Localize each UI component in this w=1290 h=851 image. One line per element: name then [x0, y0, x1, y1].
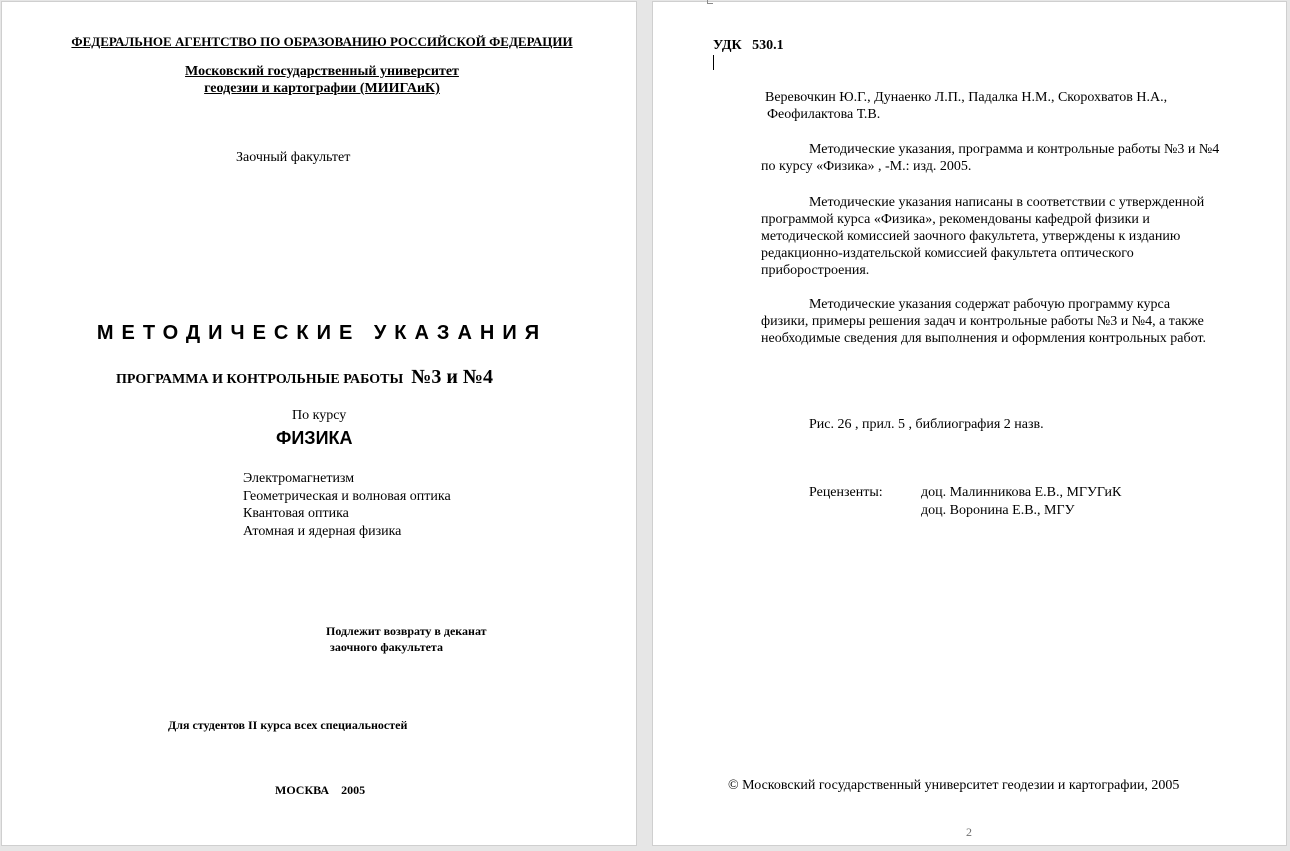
return-notice-line2: заочного факультета: [330, 640, 443, 654]
agency-heading: ФЕДЕРАЛЬНОЕ АГЕНТСТВО ПО ОБРАЗОВАНИЮ РОССИЙСКОЙ ФЕДЕРАЦИИ: [71, 34, 573, 49]
text-cursor[interactable]: [713, 55, 714, 70]
page-number: 2: [966, 825, 972, 839]
document-title: МЕТОДИЧЕСКИЕ УКАЗАНИЯ: [96, 322, 548, 344]
university-name-line2: геодезии и картографии (МИИГАиК): [204, 81, 440, 96]
udk-code: УДК 530.1: [713, 38, 784, 53]
page-1: [2, 2, 636, 845]
figures-info: Рис. 26 , прил. 5 , библиография 2 назв.: [809, 417, 1044, 432]
reviewer-2: доц. Воронина Е.В., МГУ: [921, 503, 1075, 518]
university-name-line1: Московский государственный университет: [185, 64, 459, 79]
topic-item: Геометрическая и волновая оптика: [243, 488, 451, 504]
students-note: Для студентов II курса всех специальностей: [168, 718, 408, 732]
return-notice-line1: Подлежит возврату в деканат: [326, 624, 487, 638]
copyright-notice: © Московский государственный университет геодезии и картографии, 2005: [728, 778, 1180, 793]
approval-paragraph: Методические указания написаны в соответствии с утвержденной программой курса «Физика», рекомендованы кафедрой физики и методической комиссией заочного факультета, утверждены к изданию редакционно-издательской комиссией факультета оптического приборостроения.: [761, 195, 1205, 278]
subtitle-text: ПРОГРАММА И КОНТРОЛЬНЫЕ РАБОТЫ: [116, 372, 404, 387]
subtitle-numbers: №3 и №4: [411, 366, 493, 388]
faculty-label: Заочный факультет: [236, 150, 351, 165]
topic-item: Квантовая оптика: [243, 506, 349, 521]
topic-item: Атомная и ядерная физика: [243, 523, 402, 539]
contents-paragraph: Методические указания содержат рабочую программу курса физики, примеры решения задач и контрольные работы №3 и №4, а также необходимые сведения для выполнения и оформления контрольных работ.: [761, 297, 1206, 346]
reviewer-1: доц. Малинникова Е.В., МГУГиК: [921, 485, 1122, 500]
authors-line2: Феофилактова Т.В.: [767, 107, 881, 122]
authors-line1: Веревочкин Ю.Г., Дунаенко Л.П., Падалка Н.М., Скорохватов Н.А.,: [765, 90, 1168, 105]
topic-item: Электромагнетизм: [243, 471, 355, 486]
document-subtitle: [116, 366, 493, 389]
text-boundary-mark: [707, 0, 713, 4]
course-label: По курсу: [292, 408, 347, 423]
bibliographic-paragraph: Методические указания, программа и контрольные работы №3 и №4 по курсу «Физика» , -М.: изд. 2005.: [761, 142, 1220, 174]
page-2: [653, 2, 1286, 845]
course-name: ФИЗИКА: [276, 428, 353, 448]
city-year: МОСКВА 2005: [275, 783, 366, 797]
reviewers-label: Рецензенты:: [809, 485, 883, 500]
topics-list: [243, 470, 451, 540]
